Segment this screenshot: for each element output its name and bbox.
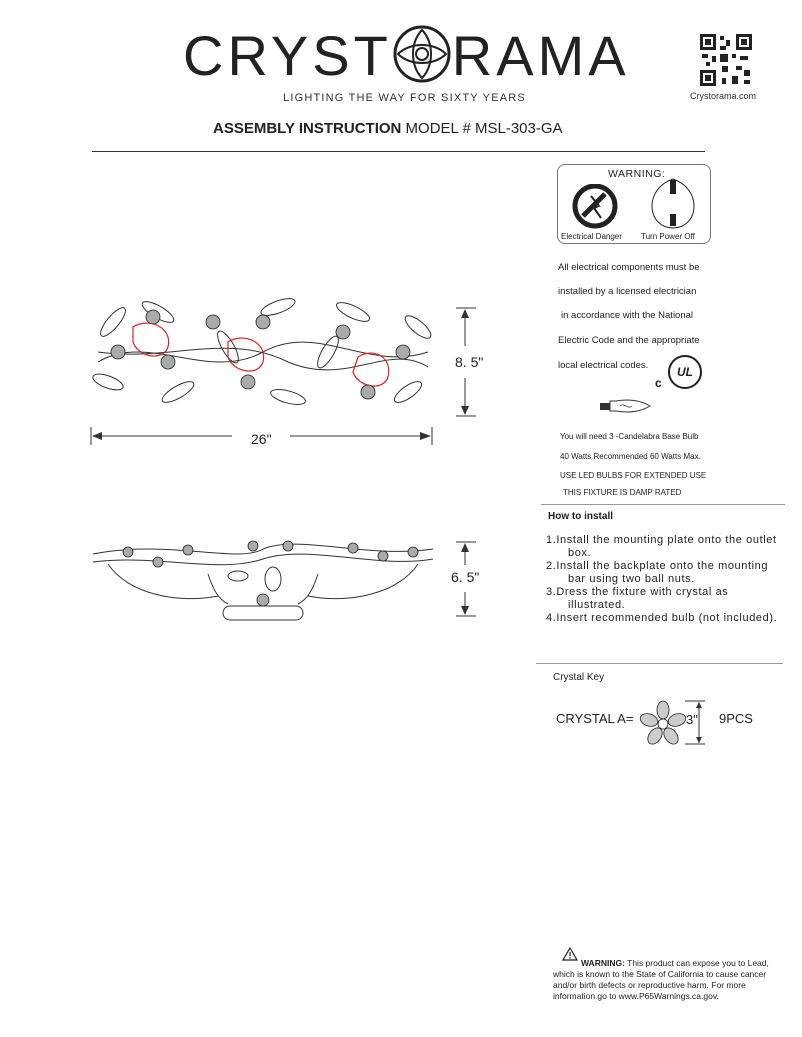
electrical-line-4: Electric Code and the appropriate (558, 335, 700, 346)
crystal-key-title: Crystal Key (553, 672, 605, 683)
crystal-quantity: 9PCS (719, 711, 753, 726)
crystal-divider (536, 663, 783, 664)
crystal-size-label: 3" (686, 712, 698, 727)
ul-text: UL (677, 365, 693, 379)
tagline: LIGHTING THE WAY FOR SIXTY YEARS (283, 92, 526, 104)
crystal-a-label: CRYSTAL A= (556, 711, 634, 726)
title-bold: ASSEMBLY INSTRUCTION (213, 120, 402, 137)
model-number: MODEL # MSL-303-GA (405, 120, 563, 137)
electrical-danger-label: Electrical Danger (561, 232, 622, 241)
qr-code-icon (698, 32, 754, 88)
prop65-bold: WARNING: (581, 958, 625, 968)
brand-left: CRYST (183, 24, 392, 87)
side-height-label: 6. 5" (451, 569, 480, 585)
install-step: 1.Install the mounting plate onto the outlet box. (546, 534, 777, 559)
electrical-line-3: in accordance with the National (561, 310, 694, 321)
turn-power-off-label: Turn Power Off (641, 232, 695, 241)
page-title (213, 120, 563, 137)
prop65-text: This product can expose you to Lead, which is known to the State of California to cause cancer and/or birth defects or reproductive harm. For more information go to www.P65Warnings.ca.gov. (553, 958, 769, 1001)
crystal-flower-icon (639, 700, 687, 746)
install-step: 4.Insert recommended bulb (not included). (546, 612, 778, 624)
brand-right: RAMA (451, 24, 630, 87)
power-off-icon (648, 176, 698, 232)
install-steps (546, 534, 786, 625)
electrical-danger-icon (571, 184, 623, 230)
bulb-info-1: You will need 3 -Candelabra Base Bulb (560, 432, 699, 441)
fixture-front-view (88, 292, 438, 412)
warning-title: WARNING: (608, 168, 666, 180)
prop65-warning (553, 958, 783, 1002)
howto-title: How to install (548, 511, 613, 522)
electrical-line-2: installed by a licensed electrician (558, 286, 697, 297)
bulb-info-4: THIS FIXTURE IS DAMP RATED (563, 488, 682, 497)
ul-c-mark: c (655, 376, 662, 390)
website-label: Crystorama.com (690, 91, 757, 101)
brand-logo (183, 24, 630, 87)
logo-emblem-icon (392, 28, 452, 84)
bulb-info-3: USE LED BULBS FOR EXTENDED USE (560, 471, 707, 480)
howto-divider (541, 504, 785, 505)
title-divider (92, 151, 705, 152)
bulb-info-2: 40 Watts Recommended 60 Watts Max. (560, 452, 701, 461)
front-width-label: 26" (251, 431, 272, 447)
install-step: 2.Install the backplate onto the mounting bar using two ball nuts. (546, 560, 769, 585)
install-step: 3.Dress the fixture with crystal as illustrated. (546, 586, 729, 611)
ul-listed-icon (668, 355, 702, 389)
candelabra-bulb-icon (598, 396, 654, 416)
electrical-line-1: All electrical components must be (558, 262, 700, 273)
electrical-line-5: local electrical codes. (558, 360, 649, 371)
fixture-side-view (88, 534, 438, 628)
front-height-label: 8. 5" (455, 354, 484, 370)
